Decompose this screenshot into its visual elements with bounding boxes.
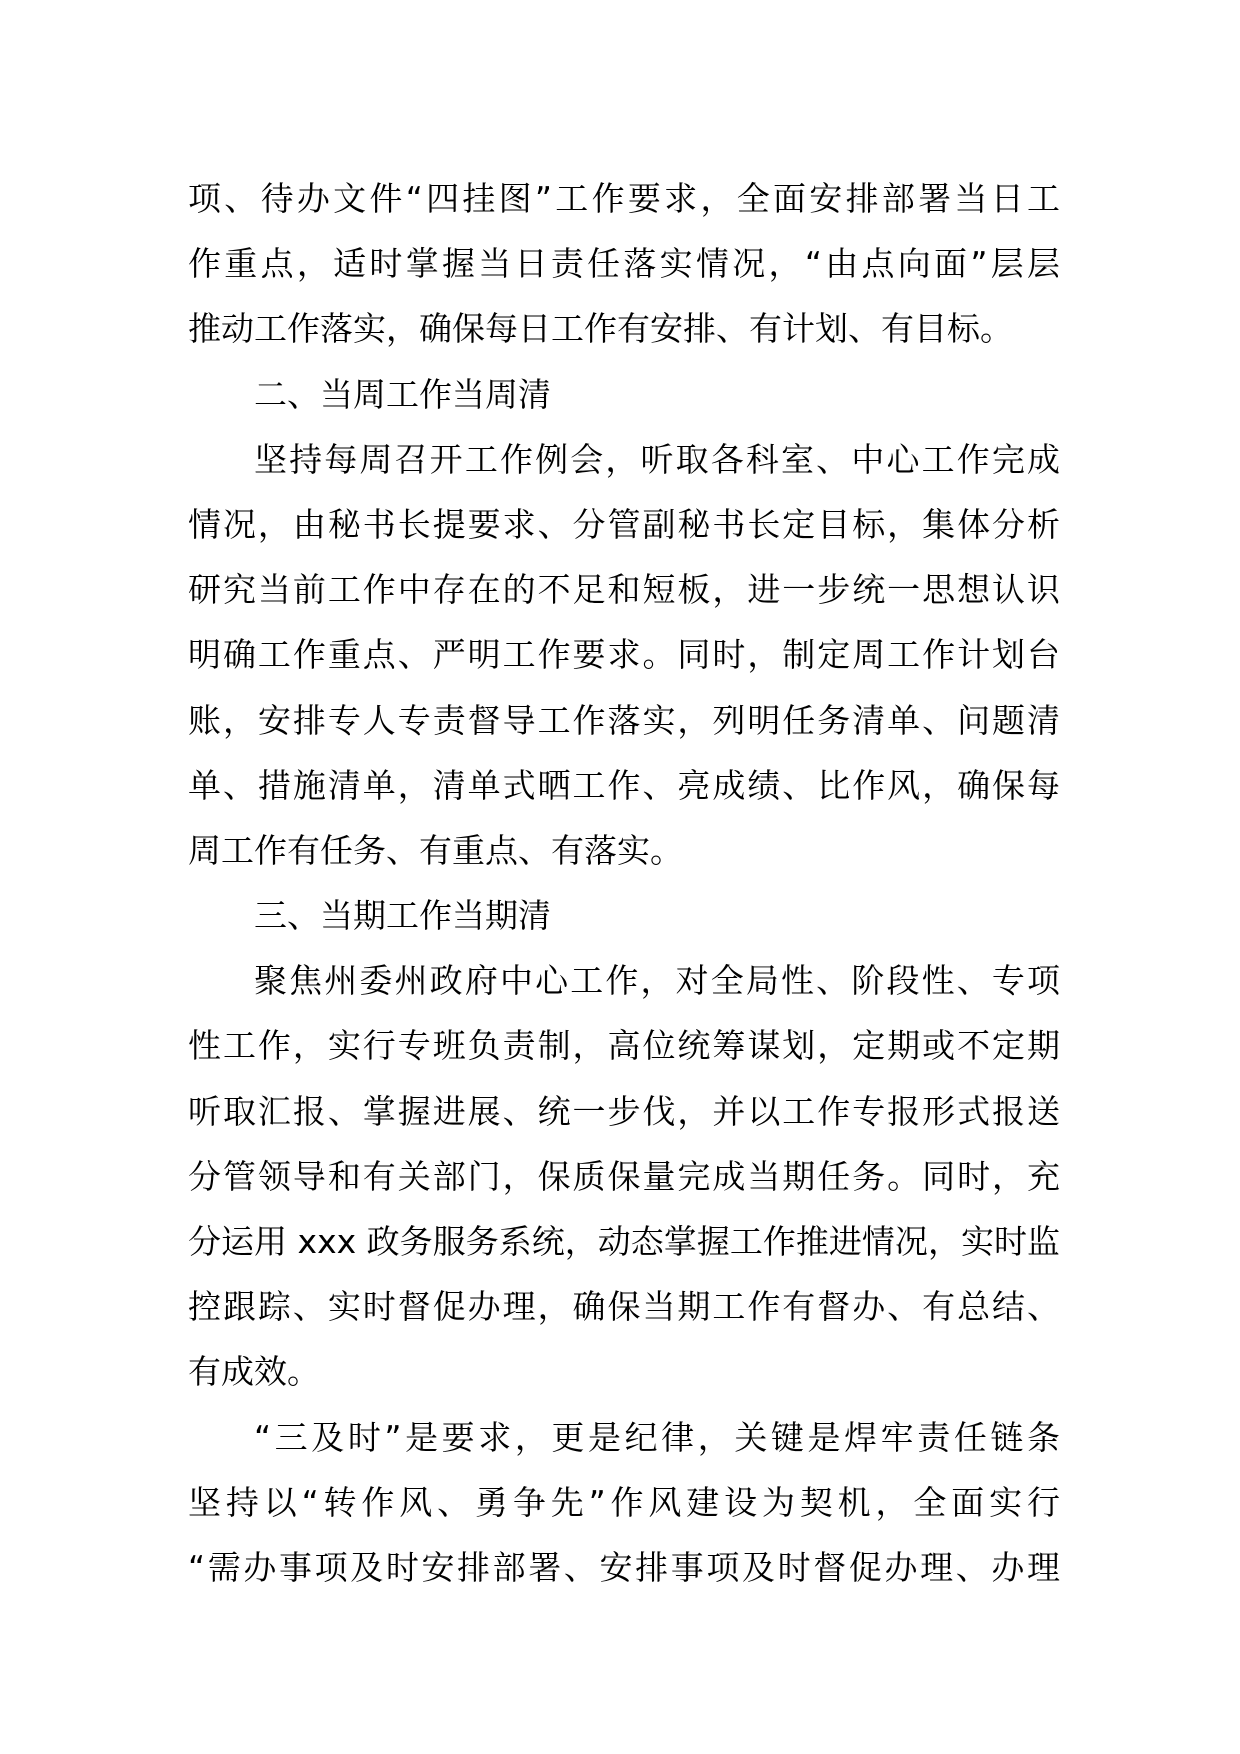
text-line: 推动工作落实，确保每日工作有安排、有计划、有目标。 (188, 309, 1013, 349)
text-line: 明确工作重点、严明工作要求。同时，制定周工作计划台 (188, 635, 1060, 675)
text-line: 研究当前工作中存在的不足和短板，进一步统一思想认识 (188, 570, 1060, 610)
text-line: 分管领导和有关部门，保质保量完成当期任务。同时，充 (188, 1156, 1060, 1196)
text-line: 控跟踪、实时督促办理，确保当期工作有督办、有总结、 (188, 1287, 1060, 1327)
text-line: “需办事项及时安排部署、安排事项及时督促办理、办理 (188, 1547, 1060, 1587)
text-line: 聚焦州委州政府中心工作，对全局性、阶段性、专项 (254, 961, 1060, 1001)
text-line: 有成效。 (188, 1352, 320, 1392)
text-line: 账，安排专人专责督导工作落实，列明任务清单、问题清 (188, 700, 1060, 740)
section-heading: 二、当周工作当周清 (254, 374, 551, 414)
text-line: 分运用 xxx 政务服务系统，动态掌握工作推进情况，实时监 (188, 1222, 1060, 1261)
text-line: 坚持以“转作风、勇争先”作风建设为契机，全面实行 (188, 1482, 1060, 1522)
text-line: 性工作，实行专班负责制，高位统筹谋划，定期或不定期 (188, 1026, 1060, 1066)
text-line: 项、待办文件“四挂图”工作要求，全面安排部署当日工 (188, 179, 1060, 218)
text-line: “三及时”是要求，更是纪律，关键是焊牢责任链条 (254, 1417, 1060, 1457)
text-line: 情况，由秘书长提要求、分管副秘书长定目标，集体分析 (188, 504, 1060, 544)
text-line: 坚持每周召开工作例会，听取各科室、中心工作完成 (254, 439, 1060, 479)
text-line: 周工作有任务、有重点、有落实。 (188, 830, 683, 870)
text-line: 作重点，适时掌握当日责任落实情况，“由点向面”层层 (188, 244, 1060, 284)
text-line: 单、措施清单，清单式晒工作、亮成绩、比作风，确保每 (188, 765, 1060, 805)
text-line: 听取汇报、掌握进展、统一步伐，并以工作专报形式报送 (188, 1091, 1060, 1131)
section-heading: 三、当期工作当期清 (254, 896, 551, 936)
document-body (188, 166, 1060, 1600)
